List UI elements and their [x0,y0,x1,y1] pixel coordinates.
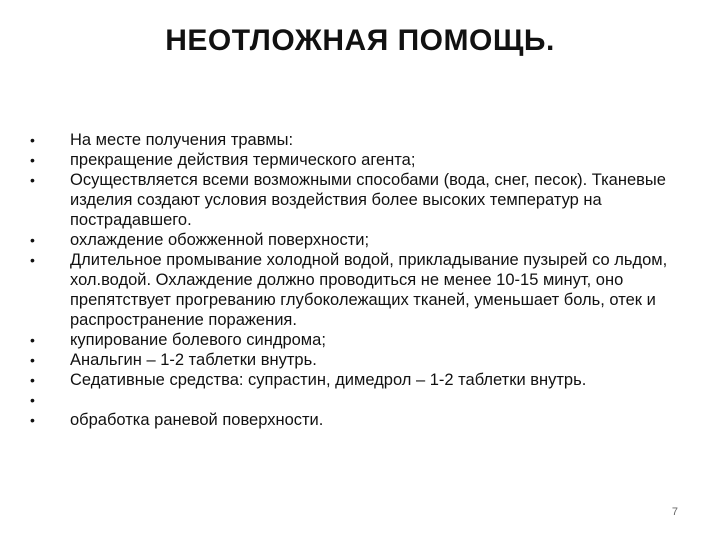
list-item-text: Анальгин – 1-2 таблетки внутрь. [70,351,317,369]
list-item [30,370,696,390]
bullet-icon: • [30,352,35,368]
list-item [30,170,696,230]
slide-title: НЕОТЛОЖНАЯ ПОМОЩЬ. [165,24,555,57]
bullet-icon: • [30,232,35,248]
bullet-icon: • [30,252,35,268]
list-item-text: обработка раневой поверхности. [70,411,324,429]
list-item [30,410,696,430]
list-item-text: Осуществляется всеми возможными способами (вода, снег, песок). Тканевые изделия создают условия воздействия более высоких температур на пострадавшего. [70,171,666,229]
bullet-icon: • [30,172,35,188]
list-item [30,330,696,350]
list-item [30,230,696,250]
bullet-list [30,130,696,430]
list-item-text: На месте получения травмы: [70,131,294,149]
list-item-text: охлаждение обожженной поверхности; [70,231,370,249]
list-item [30,350,696,370]
list-item-text: Длительное промывание холодной водой, прикладывание пузырей со льдом, хол.водой. Охлаждение должно проводиться не менее 10-15 минут, оно препятствует прогреванию глубоколежащих тканей, уменьшает боль, отек и распространение поражения. [70,251,668,329]
list-item-empty [30,390,696,410]
bullet-icon: • [30,372,35,388]
bullet-icon: • [30,152,35,168]
list-item-text: прекращение действия термического агента; [70,151,416,169]
bullet-icon: • [30,332,35,348]
bullet-icon: • [30,392,35,408]
list-item [30,130,696,150]
list-item [30,250,696,330]
list-item-text: купирование болевого синдрома; [70,331,326,349]
page-number: 7 [671,506,678,518]
bullet-icon: • [30,412,35,428]
list-item-text: Седативные средства: супрастин, димедрол – 1-2 таблетки внутрь. [70,371,587,389]
bullet-icon: • [30,132,35,148]
list-item [30,150,696,170]
